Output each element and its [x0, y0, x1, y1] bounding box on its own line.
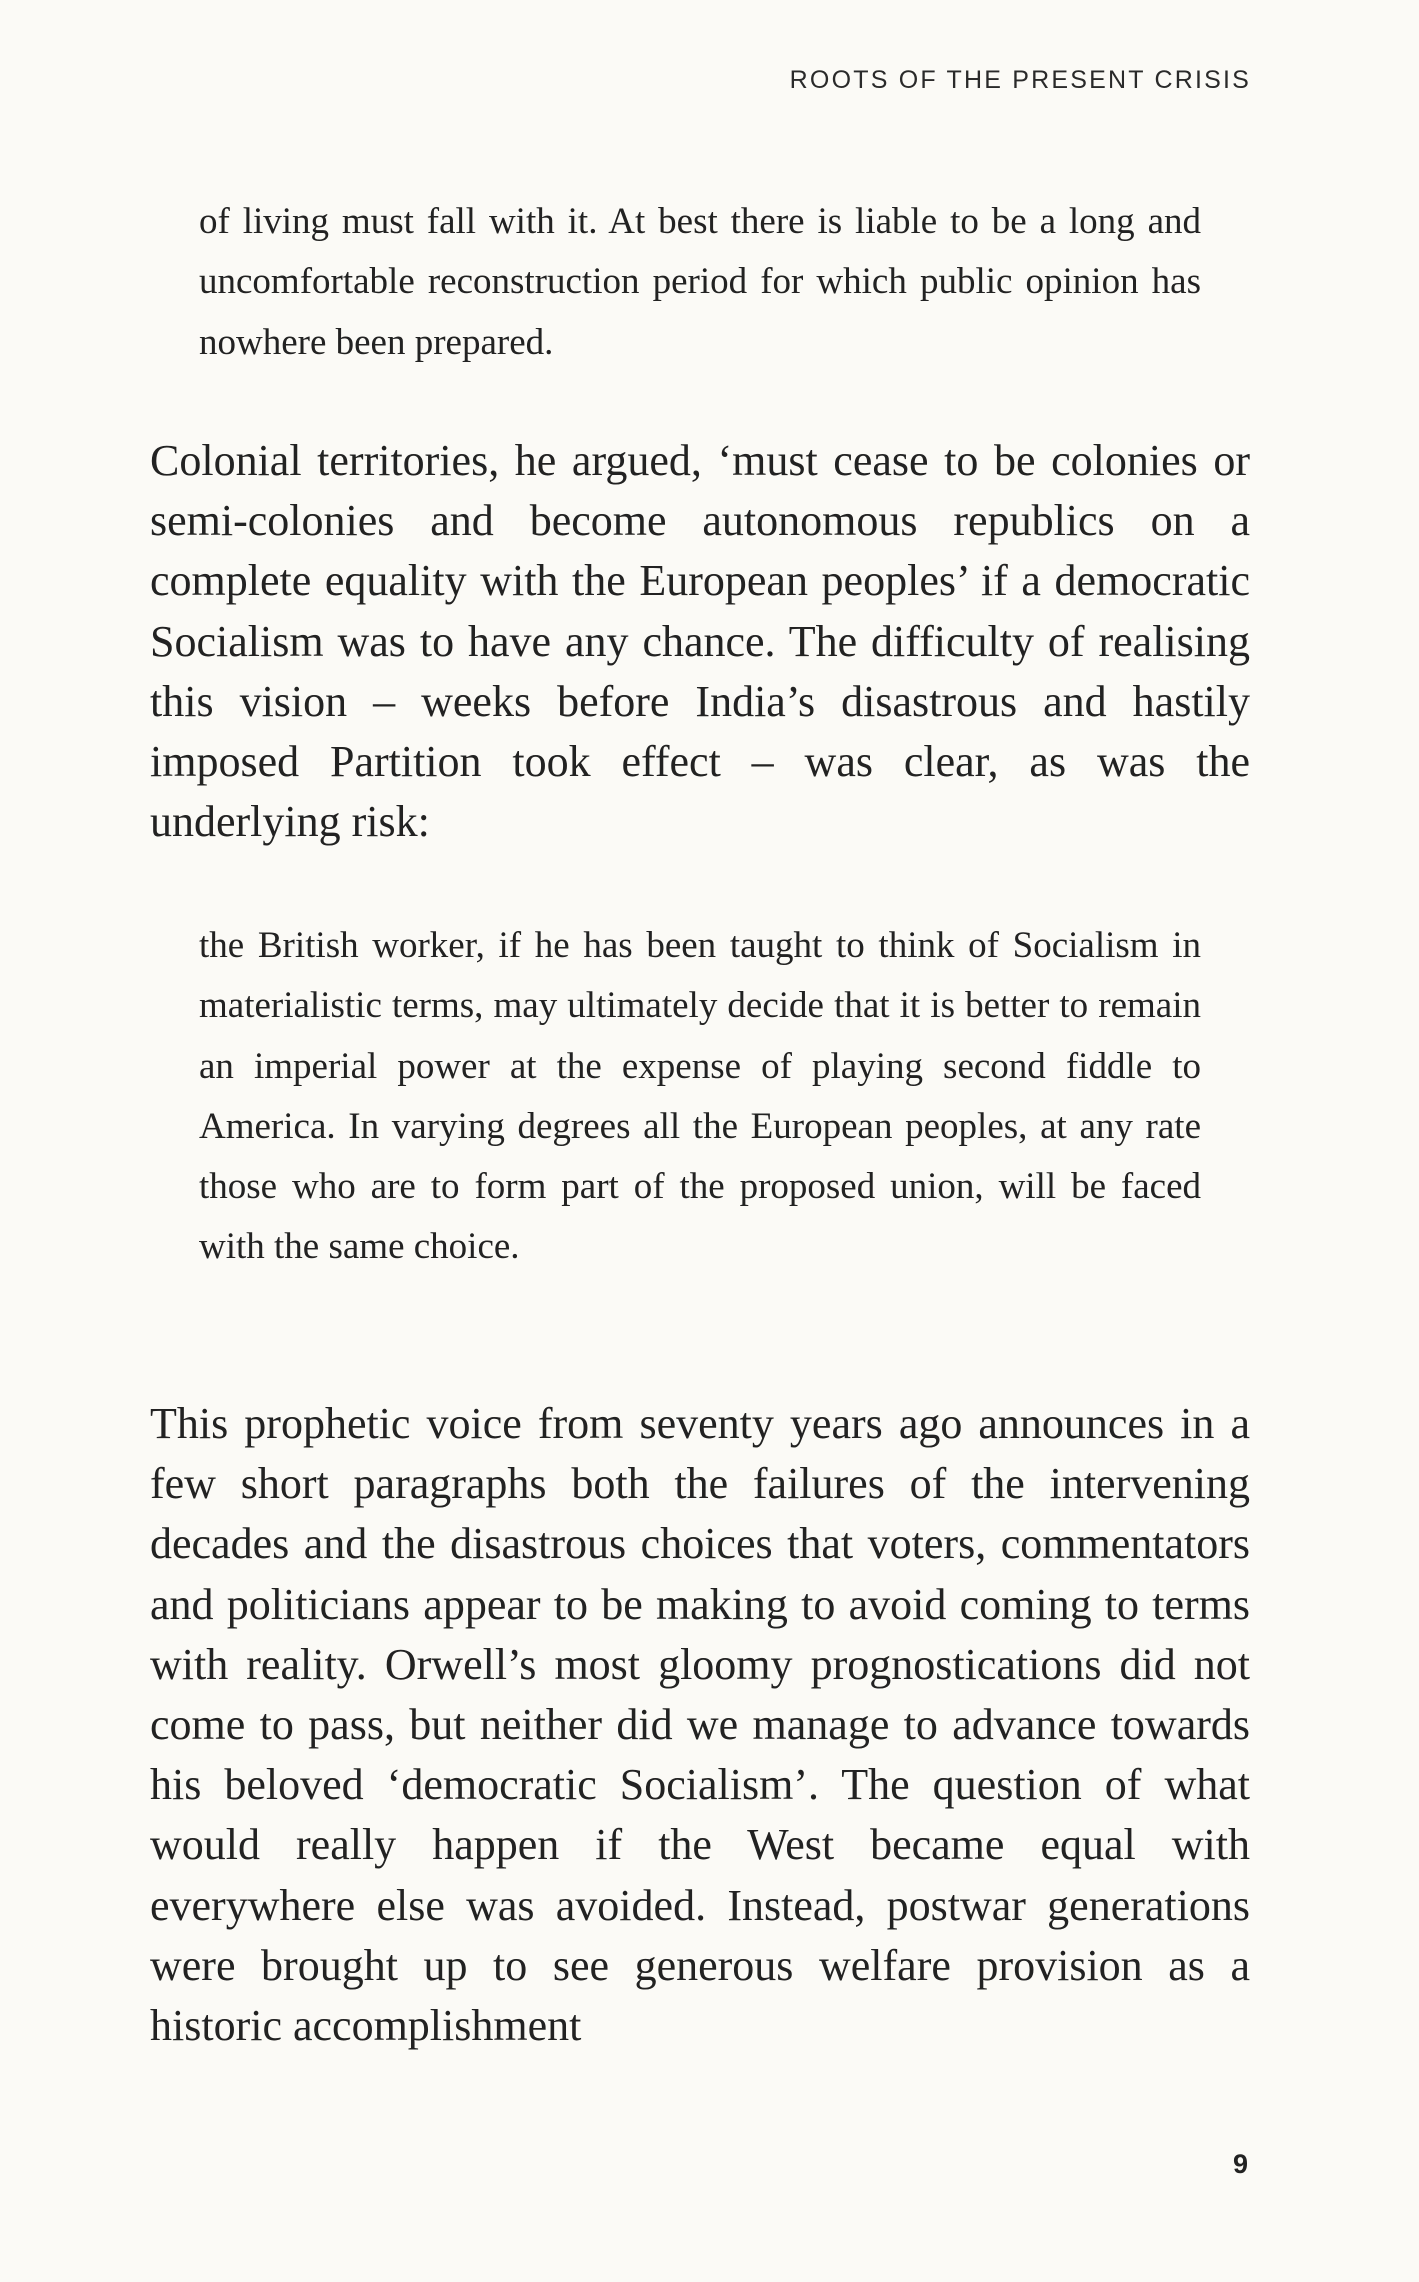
page-number: 9	[1232, 2149, 1248, 2179]
running-head: ROOTS OF THE PRESENT CRISIS	[789, 66, 1251, 94]
block-quote-continued: of living must fall with it. At best there is liable to be a long and uncomfortable reconstruction period for which public opinion has nowhere been prepared.	[199, 201, 1201, 363]
body-paragraph-colonial-territories: Colonial territories, he argued, ‘must cease to be colonies or semi-colonies and become autonomous republics on a complete equality with the European peoples’ if a democratic Socialism was to have any chance. The difficulty of realising this vision – weeks before India’s disastrous and hastily imposed Partition took effect – was clear, as was the underlying risk:	[150, 436, 1250, 847]
body-paragraph-prophetic-voice: This prophetic voice from seventy years ago announces in a few short paragraphs both the failures of the intervening decades and the disastrous choices that voters, commentators and politicians appear to be making to avoid coming to terms with reality. Orwell’s most gloomy prognostications did not come to pass, but neither did we manage to advance towards his beloved ‘democratic Socialism’. The question of what would really happen if the West became equal with everywhere else was avoided. Instead, postwar generations were brought up to see generous welfare provision as a historic accomplishment	[150, 1399, 1250, 2051]
block-quote-british-worker: the British worker, if he has been taught to think of Socialism in materialistic terms, may ultimately decide that it is better to remain an imperial power at the expense of playing second fiddle to America. In varying degrees all the European peoples, at any rate those who are to form part of the proposed union, will be faced with the same choice.	[199, 925, 1201, 1268]
